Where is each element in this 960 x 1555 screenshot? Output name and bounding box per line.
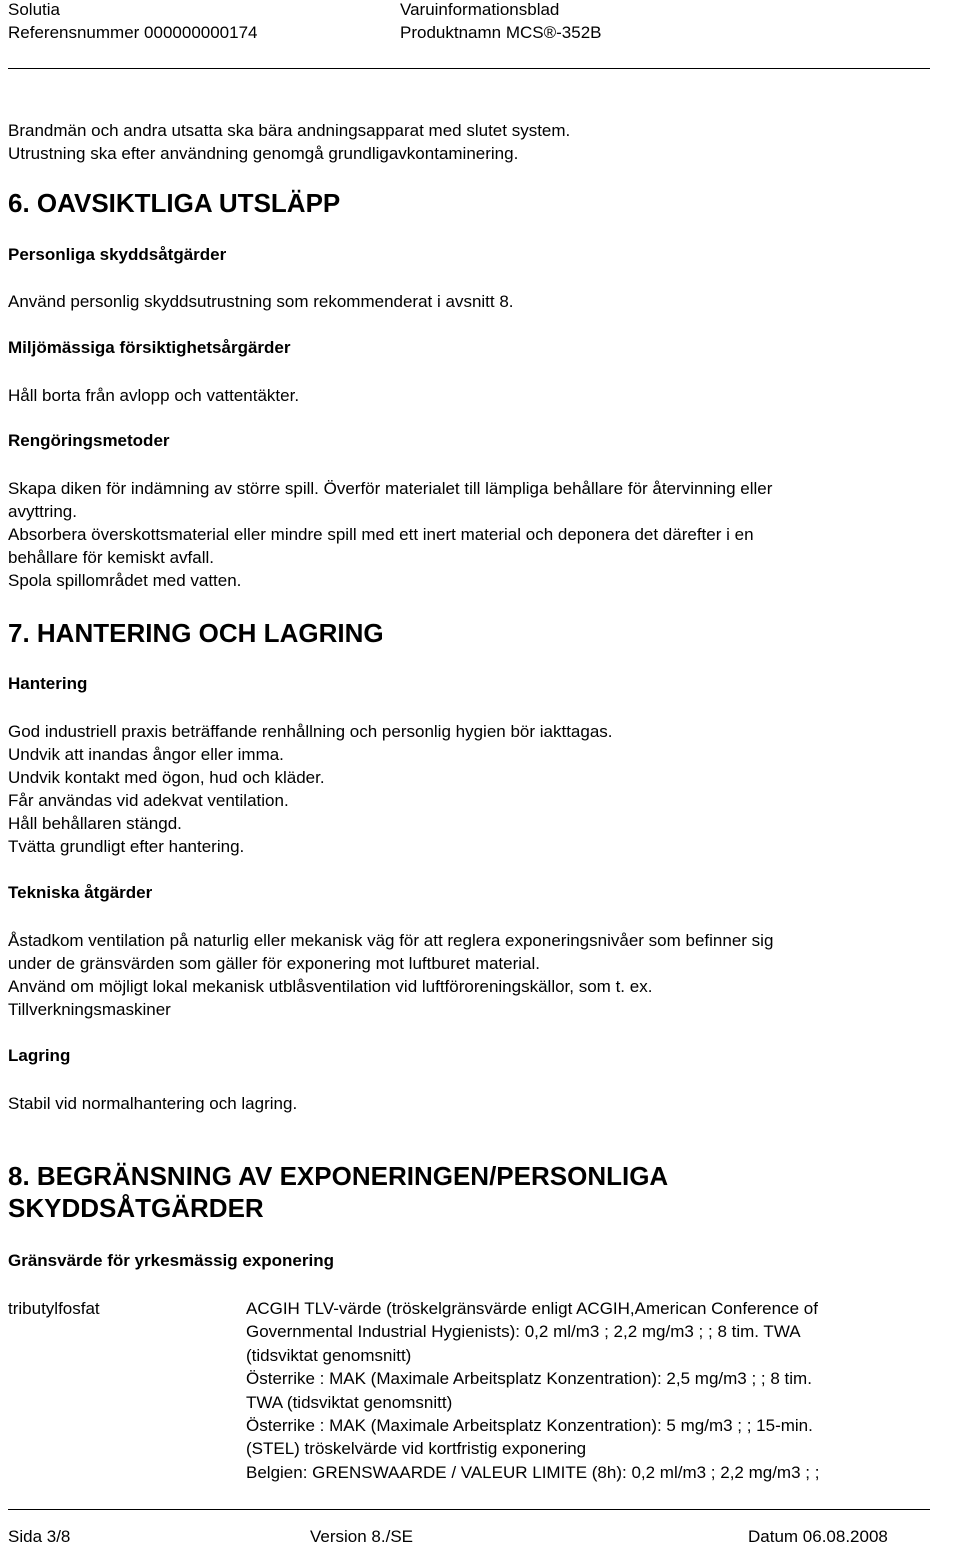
technical-measures-text (8, 929, 923, 1021)
footer-divider (8, 1509, 930, 1510)
intro-text (8, 119, 923, 165)
limit-line: (tidsviktat genomsnitt) (246, 1345, 412, 1365)
cleaning-line: Absorbera överskottsmaterial eller mindre spill med ett inert material och deponera det därefter i en (8, 525, 754, 544)
intro-line: Brandmän och andra utsatta ska bära andningsapparat med slutet system. (8, 121, 571, 140)
exposure-limit-values (246, 1297, 819, 1484)
handling-line: Får användas vid adekvat ventilation. (8, 791, 289, 810)
company-name: Solutia (8, 0, 60, 19)
exposure-limits-heading: Gränsvärde för yrkesmässig exponering (8, 1251, 334, 1270)
technical-line: Åstadkom ventilation på naturlig eller mekanisk väg för att reglera exponeringsnivåer som befinner sig (8, 931, 774, 950)
document-version: Version 8./SE (310, 1527, 414, 1546)
section-8-title-line2: SKYDDSÅTGÄRDER (8, 1193, 264, 1223)
document-date: Datum 06.08.2008 (748, 1527, 888, 1546)
personal-protection-heading: Personliga skyddsåtgärder (8, 245, 227, 264)
product-name: Produktnamn MCS®-352B (400, 23, 602, 42)
cleaning-line: Spola spillområdet med vatten. (8, 571, 242, 590)
cleaning-line: Skapa diken för indämning av större spill. Överför materialet till lämpliga behållare för återvinning eller (8, 479, 773, 498)
storage-heading: Lagring (8, 1046, 71, 1065)
technical-line: Använd om möjligt lokal mekanisk utblåsventilation vid luftföroreningskällor, som t. ex. (8, 977, 653, 996)
handling-line: God industriell praxis beträffande renhållning och personlig hygien bör iakttagas. (8, 722, 613, 741)
limit-line: Governmental Industrial Hygienists): 0,2 ml/m3 ; 2,2 mg/m3 ; ; 8 tim. TWA (246, 1322, 801, 1342)
section-8-title-line1: 8. BEGRÄNSNING AV EXPONERINGEN/PERSONLIGA (8, 1161, 669, 1191)
environmental-precautions-text: Håll borta från avlopp och vattentäkter. (8, 386, 300, 405)
cleaning-methods-text (8, 477, 923, 592)
handling-line: Håll behållaren stängd. (8, 814, 182, 833)
handling-line: Tvätta grundligt efter hantering. (8, 837, 245, 856)
handling-line: Undvik kontakt med ögon, hud och kläder. (8, 768, 325, 787)
limit-line: Belgien: GRENSWAARDE / VALEUR LIMITE (8h): 0,2 ml/m3 ; 2,2 mg/m3 ; ; (246, 1462, 820, 1482)
technical-line: under de gränsvärden som gäller för exponering mot luftburet material. (8, 954, 541, 973)
reference-number: Referensnummer 000000000174 (8, 23, 258, 42)
limit-line: Österrike : MAK (Maximale Arbeitsplatz Konzentration): 5 mg/m3 ; ; 15-min. (246, 1416, 813, 1436)
substance-name: tributylfosfat (8, 1299, 100, 1318)
limit-line: Österrike : MAK (Maximale Arbeitsplatz Konzentration): 2,5 mg/m3 ; ; 8 tim. (246, 1369, 812, 1389)
handling-line: Undvik att inandas ångor eller imma. (8, 745, 284, 764)
environmental-precautions-heading: Miljömässiga försiktighetsårgärder (8, 338, 291, 357)
intro-line: Utrustning ska efter användning genomgå grundligavkontaminering. (8, 144, 519, 163)
limit-line: ACGIH TLV-värde (tröskelgränsvärde enligt ACGIH,American Conference of (246, 1299, 818, 1318)
section-7-title: 7. HANTERING OCH LAGRING (8, 618, 384, 648)
cleaning-line: behållare för kemiskt avfall. (8, 548, 214, 567)
technical-line: Tillverkningsmaskiner (8, 1000, 171, 1019)
handling-text (8, 720, 923, 858)
header-divider (8, 68, 930, 69)
cleaning-line: avyttring. (8, 502, 77, 521)
storage-text: Stabil vid normalhantering och lagring. (8, 1094, 298, 1113)
section-6-title: 6. OAVSIKTLIGA UTSLÄPP (8, 188, 341, 218)
limit-line: (STEL) tröskelvärde vid kortfristig exponering (246, 1439, 587, 1459)
technical-measures-heading: Tekniska åtgärder (8, 883, 153, 902)
limit-line: TWA (tidsviktat genomsnitt) (246, 1392, 453, 1412)
personal-protection-text: Använd personlig skyddsutrustning som rekommenderat i avsnitt 8. (8, 292, 514, 311)
page-number: Sida 3/8 (8, 1527, 71, 1546)
document-type: Varuinformationsblad (400, 0, 560, 19)
handling-heading: Hantering (8, 674, 88, 693)
cleaning-methods-heading: Rengöringsmetoder (8, 431, 170, 450)
